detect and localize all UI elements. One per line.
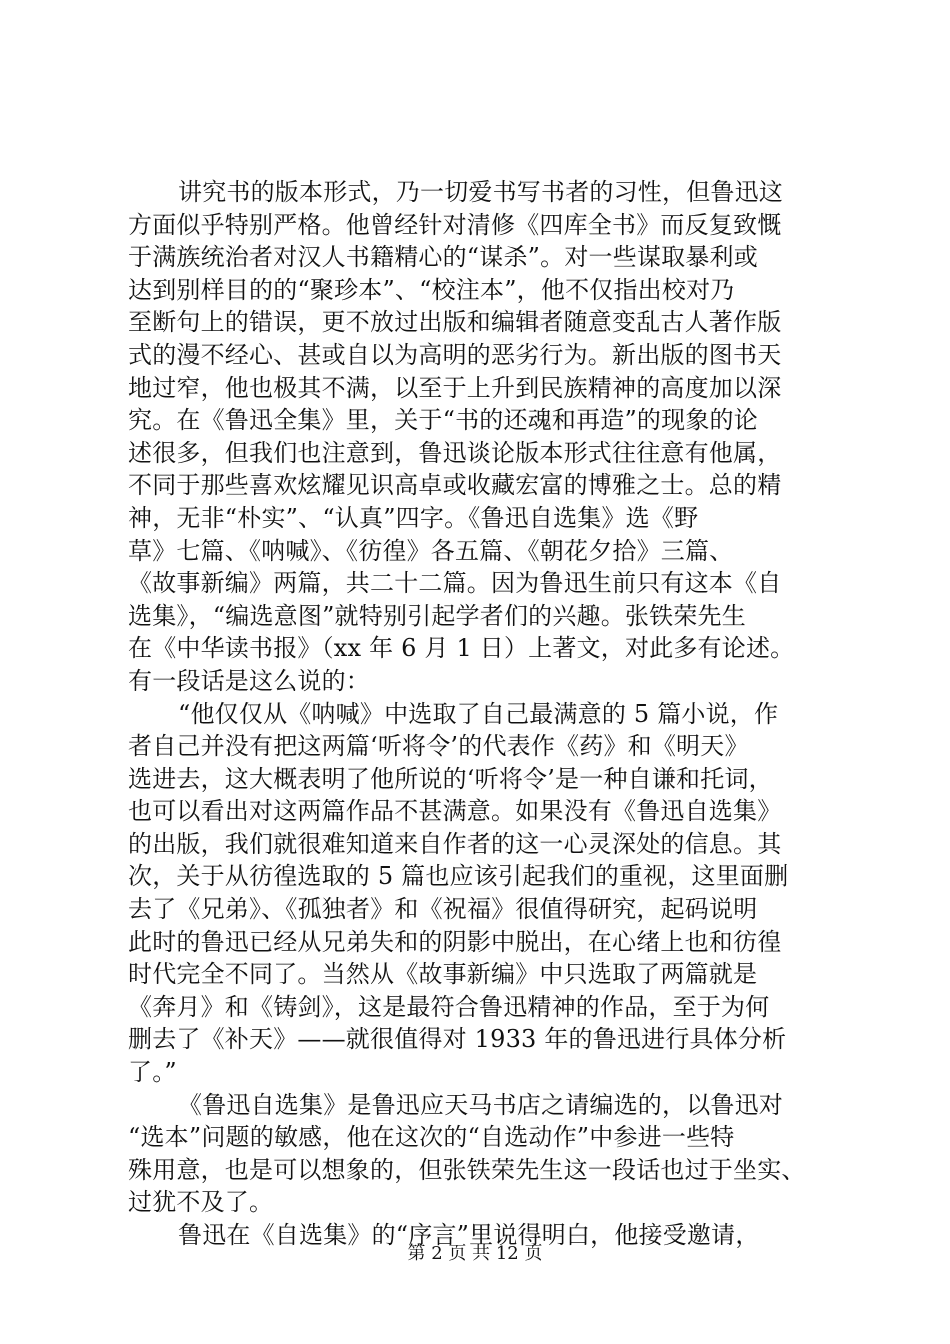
text-line: 达到别样目的的“聚珍本”、“校注本”，他不仅指出校对乃 xyxy=(128,275,735,304)
text-line: 方面似乎特别严格。他曾经针对清修《四库全书》而反复致慨 xyxy=(128,210,782,239)
text-line: “他仅仅从《呐喊》中选取了自己最满意的 5 篇小说，作 xyxy=(178,699,779,728)
text-line: 于满族统治者对汉人书籍精心的“谋杀”。对一些谋取暴利或 xyxy=(128,243,758,272)
body-text xyxy=(128,176,828,1252)
text-line: 选集》，“编选意图”就特别引起学者们的兴趣。张铁荣先生 xyxy=(128,601,746,630)
text-line: 此时的鲁迅已经从兄弟失和的阴影中脱出，在心绪上也和彷徨 xyxy=(128,927,782,956)
text-line: 鲁迅在《自选集》的“序言”里说得明白，他接受邀请， xyxy=(178,1221,760,1249)
text-line: 时代完全不同了。当然从《故事新编》中只选取了两篇就是 xyxy=(128,960,758,989)
text-line: 也可以看出对这两篇作品不甚满意。如果没有《鲁迅自选集》 xyxy=(128,797,782,826)
text-line: 至断句上的错误，更不放过出版和编辑者随意变乱古人著作版 xyxy=(128,308,782,337)
text-line: 去了《兄弟》、《孤独者》和《祝福》很值得研究，起码说明 xyxy=(128,895,758,924)
text-line: “选本”问题的敏感，他在这次的“自选动作”中参进一些特 xyxy=(128,1123,735,1152)
text-line: 不同于那些喜欢炫耀见识高卓或收藏宏富的博雅之士。总的精 xyxy=(128,471,782,500)
page-number-footer: 第 2 页 共 12 页 xyxy=(407,1243,543,1264)
text-line: 神，无非“朴实”、“认真”四字。《鲁迅自选集》选《野 xyxy=(128,503,699,532)
text-line: 《鲁迅自选集》是鲁迅应天马书店之请编选的，以鲁迅对 xyxy=(178,1090,783,1119)
text-line: 究。在《鲁迅全集》里，关于“书的还魂和再造”的现象的论 xyxy=(128,406,758,435)
text-line: 草》七篇、《呐喊》、《彷徨》各五篇、《朝花夕拾》三篇、 xyxy=(128,536,734,565)
text-line: 述很多，但我们也注意到，鲁迅谈论版本形式往往意有他属， xyxy=(128,438,782,467)
text-line: 过犹不及了。 xyxy=(128,1188,274,1217)
text-line: 删去了《补天》——就很值得对 1933 年的鲁迅进行具体分析 xyxy=(128,1025,787,1054)
text-line: 《故事新编》两篇，共二十二篇。因为鲁迅生前只有这本《自 xyxy=(128,569,782,598)
text-line: 者自己并没有把这两篇‘听将令’的代表作《药》和《明天》 xyxy=(128,732,749,761)
text-line: 在《中华读书报》（xx 年 6 月 1 日）上著文，对此多有论述。 xyxy=(128,634,795,663)
text-line: 的出版，我们就很难知道来自作者的这一心灵深处的信息。其 xyxy=(128,829,782,858)
text-line: 讲究书的版本形式，乃一切爱书写书者的习性，但鲁迅这 xyxy=(178,178,783,206)
text-line: 次，关于从彷徨选取的 5 篇也应该引起我们的重视，这里面删 xyxy=(128,862,789,891)
text-line: 地过窄，他也极其不满，以至于上升到民族精神的高度加以深 xyxy=(128,373,782,402)
text-line: 殊用意，也是可以想象的，但张铁荣先生这一段话也过于坐实、 xyxy=(128,1155,806,1184)
text-line: 式的漫不经心、甚或自以为高明的恶劣行为。新出版的图书天 xyxy=(128,340,782,369)
text-line: 有一段话是这么说的： xyxy=(128,666,370,695)
text-line: 了。” xyxy=(128,1058,177,1087)
text-line: 《奔月》和《铸剑》，这是最符合鲁迅精神的作品，至于为何 xyxy=(128,992,770,1021)
text-line: 选进去，这大概表明了他所说的‘听将令’是一种自谦和托词， xyxy=(128,764,773,793)
